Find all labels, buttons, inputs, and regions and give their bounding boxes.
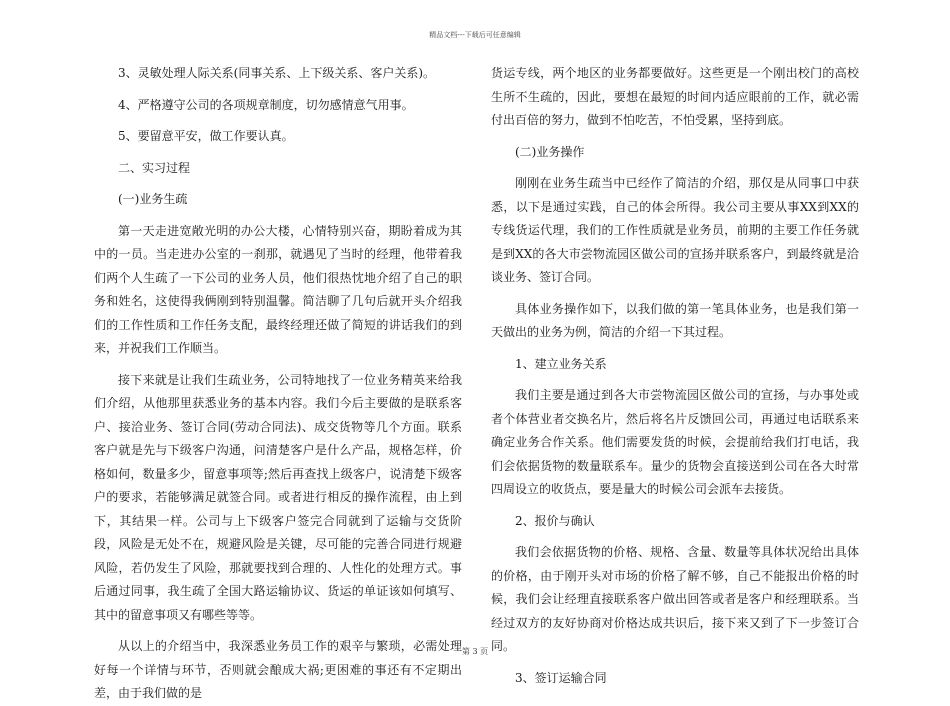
right-column [491,62,859,690]
paragraph: 3、签订运输合同 [515,670,607,685]
page-number: 第 3 页 [461,647,489,656]
paragraph: 1、建立业务关系 [515,356,607,371]
paragraph: 4、严格遵守公司的各项规章制度，切勿感情意气用事。 [118,97,414,112]
paragraph: 货运专线，两个地区的业务都要做好。这些更是一个刚出校门的高校生所不生疏的，因此，要想在最短的时间内适应眼前的工作，就必需付出百倍的努力，做到不怕吃苦，不怕受累，坚持到底。 [491,66,859,127]
paragraph: 刚刚在业务生疏当中已经作了简洁的介绍，那仅是从同事口中获悉，以下是通过实践，自己的体会所得。我公司主要从事XX到XX的专线货运代理，我们的工作性质就是业务员，前期的主要工作任务就是到XX的各大市尝物流园区做公司的宣扬并联系客户，到最终就是洽谈业务、签订合同。 [491,176,859,284]
paragraph: 第一天走进宽敞光明的办公大楼，心情特别兴奋，期盼着成为其中的一员。当走进办公室的一刹那，就遇见了当时的经理，他带着我们两个人生疏了一下公司的业务人员，他们很热忱地介绍了自己的职务和姓名，这使得我俩刚到特别温馨。简洁聊了几句后就开头介绍我们的工作性质和工作任务支配，最终经理还做了简短的讲话我们的到来，并祝我们工作顺当。 [94,223,462,355]
paragraph: 接下来就是让我们生疏业务，公司特地找了一位业务精英来给我们介绍，从他那里获悉业务的基本内容。我们今后主要做的是联系客户、接洽业务、签订合同(劳动合同法)、成交货物等几个方面。联系客户就是先与下级客户沟通，问清楚客户是什么产品，规格怎样，价格如何，数量多少，留意事项等;然后再查找上级客户，说清楚下级客户的要求，若能够满足就签合同。或者进行相反的操作流程，由上到下，其结果一样。公司与上下级客户签完合同就到了运输与交货阶段，风险是无处不在，规避风险是关键，尽可能的完善合同进行规避风险，若仍发生了风险，那就要找到合理的、人性化的处理方式。事后通过同事，我生疏了全国大路运输协议、货运的单证该如何填写、其中的留意事项又有哪些等等。 [94,372,462,622]
paragraph: 从以上的介绍当中，我深悉业务员工作的艰辛与繁琐，必需处理好每一个详情与环节，否则就会酿成大祸;更困难的事还有不定期出差，由于我们做的是 [94,639,462,700]
paragraph: (一)业务生疏 [118,192,188,206]
paragraph: 2、报价与确认 [515,513,595,528]
paragraph: 我们会依据货物的价格、规格、含量、数量等具体状况给出具体的价格，由于刚开头对市场的价格了解不够，自己不能报出价格的时候，我们会让经理直接联系客户做出回答或者是客户和经理联系。当经过双方的友好协商对价格达成共识后，接下来又到了下一步签订合同。 [491,545,859,653]
paragraph: 5、要留意平安，做工作要认真。 [118,129,294,143]
paragraph: 二、实习过程 [118,160,191,175]
left-column [94,62,462,706]
paragraph: 3、灵敏处理人际关系(同事关系、上下级关系、客户关系)。 [118,66,436,80]
paragraph: 具体业务操作如下，以我们做的第一笔具体业务，也是我们第一天做出的业务为例，简洁的介绍一下其过程。 [491,301,859,339]
page-header: 精品文档---下载后可任意编辑 [429,31,521,39]
paragraph: 我们主要是通过到各大市尝物流园区做公司的宣扬，与办事处或者个体营业者交换名片，然后将名片反馈回公司，再通过电话联系来确定业务合作关系。他们需要发货的时候，会提前给我们打电话，我们会依据货物的数量联系车。量少的货物会直接送到公司在各大时常四周设立的收货点，要是量大的时候公司会派车去接货。 [491,388,859,496]
paragraph: (二)业务操作 [515,144,585,159]
